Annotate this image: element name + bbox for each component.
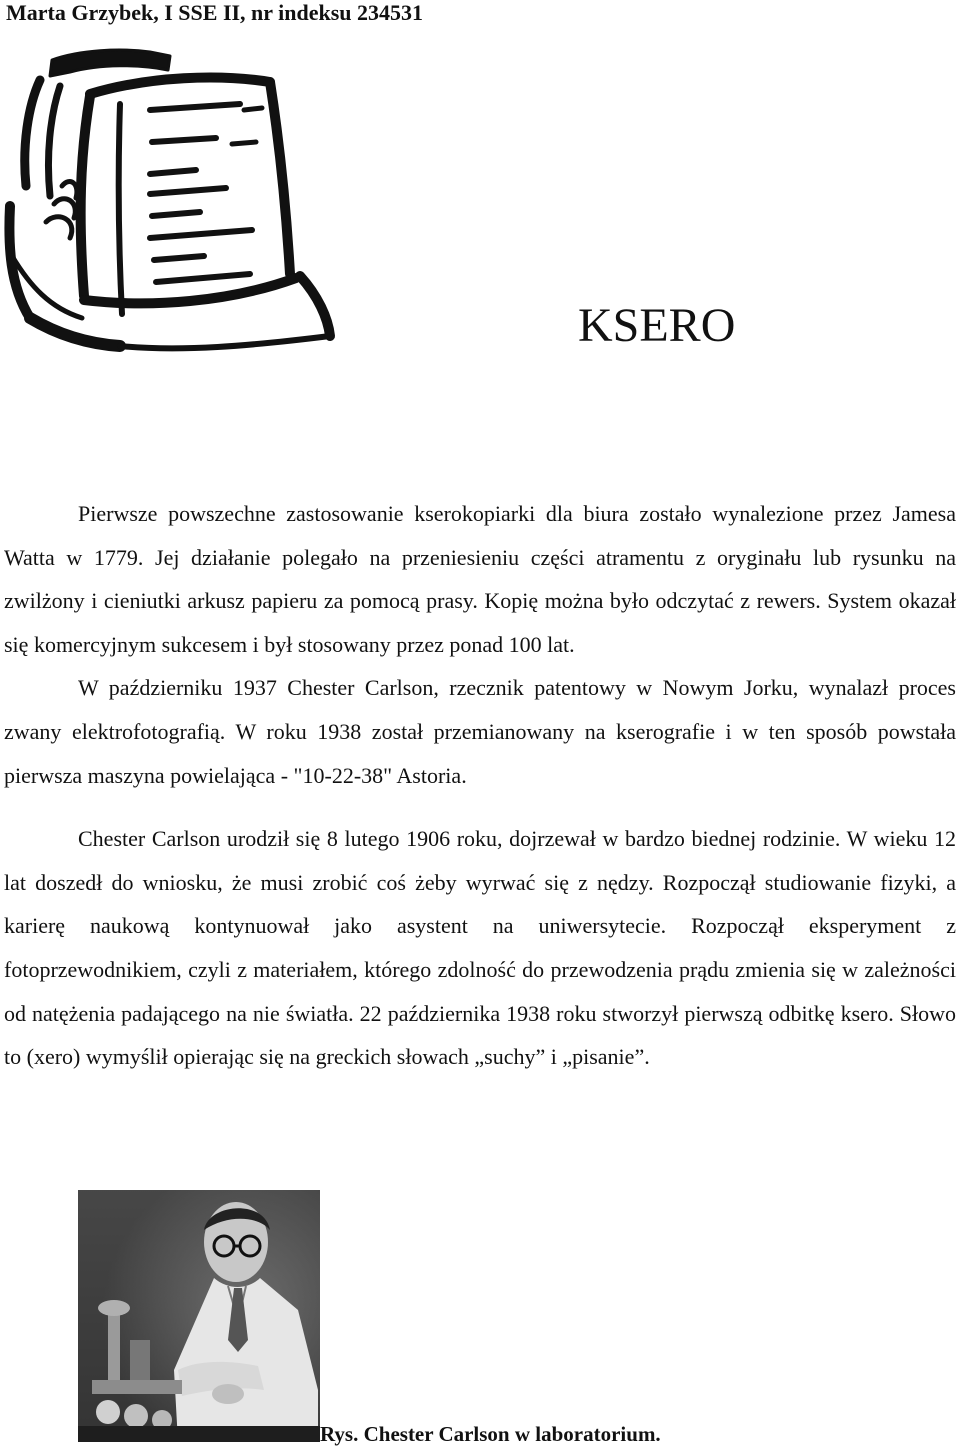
body-text bbox=[4, 492, 956, 1079]
page-title: KSERO bbox=[578, 299, 736, 352]
newspaper-reader-drawing-icon bbox=[0, 46, 345, 358]
figure-caption: Rys. Chester Carlson w laboratorium. bbox=[320, 1422, 661, 1446]
paragraph: Chester Carlson urodził się 8 lutego 1906 roku, dojrzewał w bardzo biednej rodzinie. W wieku 12 lat doszedł do wniosku, że musi zrobić coś żeby wyrwać się z nędzy. Rozpoczął studiowanie fizyki, a karierę naukową kontynuował jako asystent na uniwersytecie. Rozpoczął eksperyment z fotoprzewodnikiem, czyli z materiałem, którego zdolność do przewodzenia prądu zmienia się w zależności od natężenia padającego na nie światła. 22 października 1938 roku stworzył pierwszą odbitkę ksero. Słowo to (xero) wymyślił opierając się na greckich słowach „suchy” i „pisanie”. bbox=[4, 826, 956, 1070]
author-header: Marta Grzybek, I SSE II, nr indeksu 234531 bbox=[6, 0, 424, 25]
chester-carlson-photo bbox=[78, 1190, 320, 1442]
paragraph: W październiku 1937 Chester Carlson, rzecznik patentowy w Nowym Jorku, wynalazł proces zwany elektrofotografią. W roku 1938 został przemianowany na kserografie i w ten sposób powstała pierwsza maszyna powielająca - "10-22-38" Astoria. bbox=[4, 675, 956, 788]
paragraph: Pierwsze powszechne zastosowanie kserokopiarki dla biura zostało wynalezione przez Jamesa Watta w 1779. Jej działanie polegało na przeniesieniu części atramentu z oryginału lub rysunku na zwilżony i cieniutki arkusz papieru za pomocą prasy. Kopię można było odczytać z rewers. System okazał się komercyjnym sukcesem i był stosowany przez ponad 100 lat. bbox=[4, 501, 956, 657]
